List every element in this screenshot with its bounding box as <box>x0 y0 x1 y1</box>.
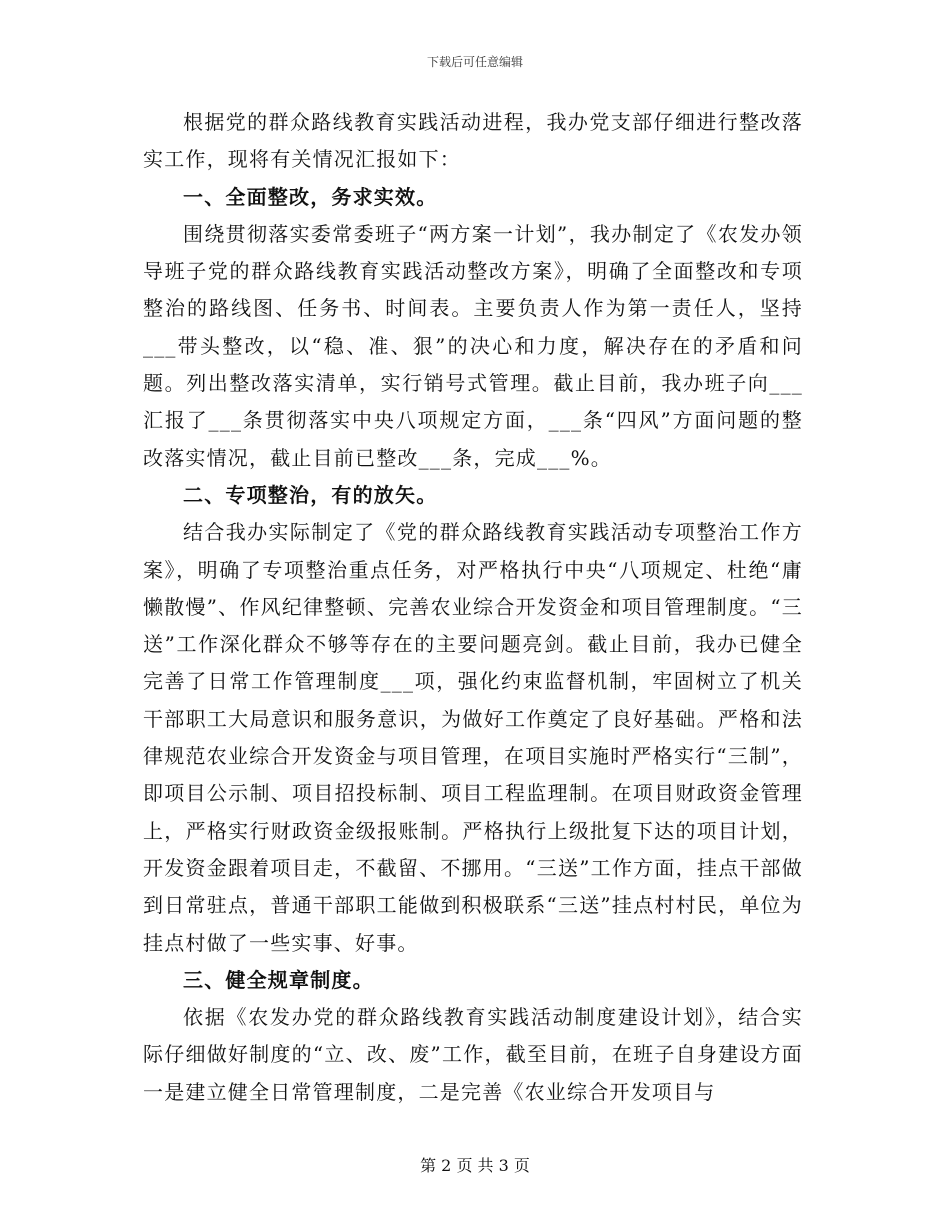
section-heading-1: 一、全面整改，务求实效。 <box>183 184 438 209</box>
page-header-note: 下载后可任意编辑 <box>426 55 523 69</box>
page-number-footer: 第 2 页 共 3 页 <box>420 1156 530 1175</box>
intro-paragraph: 根据党的群众路线教育实践活动进程，我办党支部仔细进行整改落实工作，现将有关情况汇报如下： <box>143 110 803 172</box>
section-heading-2: 二、专项整治，有的放矢。 <box>183 482 438 507</box>
section-paragraph-1: 围绕贯彻落实委常委班子“两方案一计划”，我办制定了《农发办领导班子党的群众路线教育实践活动整改方案》，明确了全面整改和专项整治的路线图、任务书、时间表。主要负责人作为第一责任人，坚持___带头整改，以“稳、准、狠”的决心和力度，解决存在的矛盾和问题。列出整改落实清单，实行销号式管理。截止目前，我办班子向___汇报了___条贯彻落实中央八项规定方面，___条“四风”方面问题的整改落实情况，截止目前已整改___条，完成___%。 <box>143 221 803 470</box>
section-paragraph-2: 结合我办实际制定了《党的群众路线教育实践活动专项整治工作方案》，明确了专项整治重点任务，对严格执行中央“八项规定、杜绝“庸懒散慢”、作风纪律整顿、完善农业综合开发资金和项目管理制度。“三送”工作深化群众不够等存在的主要问题亮剑。截止目前，我办已健全完善了日常工作管理制度___项，强化约束监督机制，牢固树立了机关干部职工大局意识和服务意识，为做好工作奠定了良好基础。严格和法律规范农业综合开发资金与项目管理，在项目实施时严格实行“三制”，即项目公示制、项目招投标制、项目工程监理制。在项目财政资金管理上，严格实行财政资金级报账制。严格执行上级批复下达的项目计划，开发资金跟着项目走，不截留、不挪用。“三送”工作方面，挂点干部做到日常驻点，普通干部职工能做到积极联系“三送”挂点村村民，单位为挂点村做了一些实事、好事。 <box>143 520 803 955</box>
section-heading-3: 三、健全规章制度。 <box>183 967 374 992</box>
document-body <box>143 104 803 1111</box>
section-paragraph-3: 依据《农发办党的群众路线教育实践活动制度建设计划》，结合实际仔细做好制度的“立、改、废”工作，截至目前，在班子自身建设方面一是建立健全日常管理制度，二是完善《农业综合开发项目与 <box>143 1005 803 1104</box>
